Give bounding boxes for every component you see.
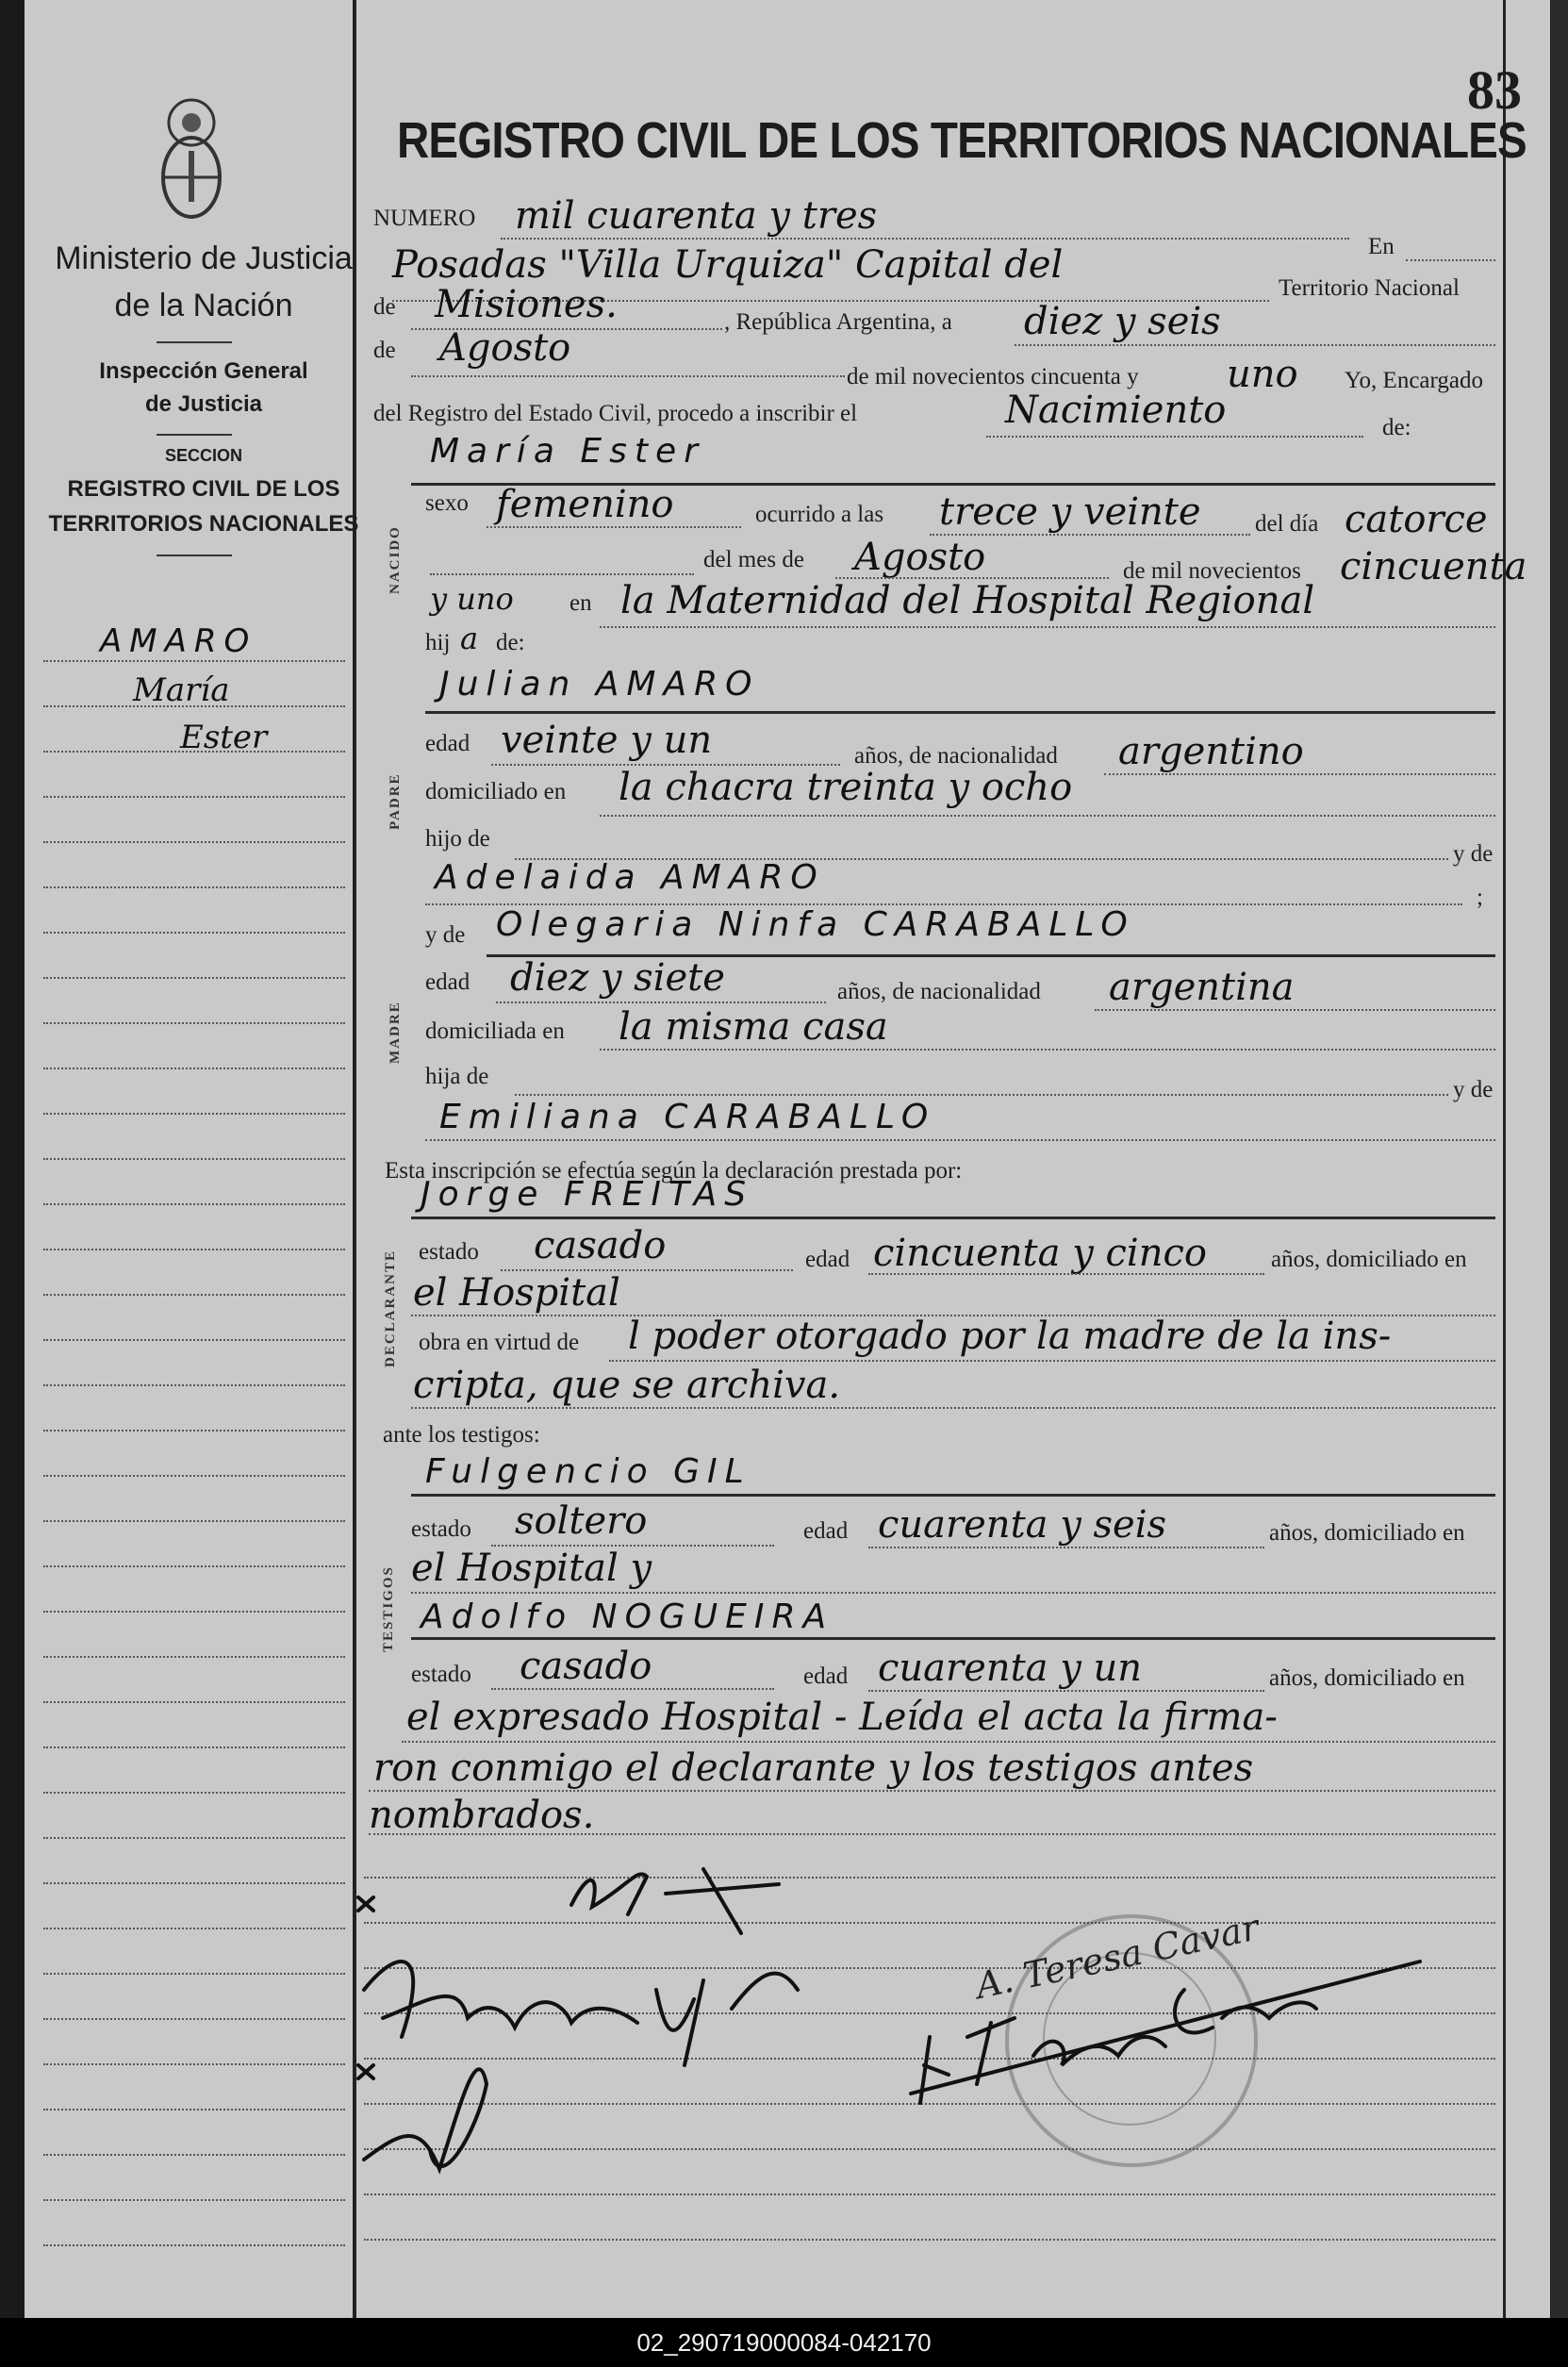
margin-ruled-line: [43, 796, 345, 798]
margin-ruled-line: [43, 886, 345, 888]
field-padre-edad: veinte y un: [501, 719, 713, 762]
field-declarante-domicilio: el Hospital: [413, 1271, 620, 1315]
line-madre-domicilio: [600, 1049, 1495, 1051]
field-padre-domicilio: la chacra treinta y ocho: [619, 766, 1073, 809]
line-sexo: [487, 526, 741, 528]
margin-ruled-line: [43, 1611, 345, 1613]
margin-ruled-line: [43, 1475, 345, 1477]
margin-ruled-line: [43, 1384, 345, 1386]
field-testigo1-edad: cuarenta y seis: [878, 1503, 1167, 1547]
label-domiciliado-en: domiciliado en: [425, 779, 567, 804]
label-del-mes: del mes de: [703, 547, 804, 572]
line-poder-1: [609, 1360, 1495, 1362]
line-dia-registro: [1015, 344, 1495, 346]
field-dia-nac: catorce: [1345, 498, 1488, 541]
field-testigo2: Adolfo NOGUEIRA: [421, 1597, 834, 1636]
field-testigo2-edad: cuarenta y un: [878, 1647, 1143, 1690]
margin-ruled-line: [43, 1430, 345, 1432]
line-padre-nac: [1104, 773, 1495, 775]
section-line-2: TERRITORIOS NACIONALES: [48, 511, 359, 537]
field-mes-registro: Agosto: [439, 326, 571, 370]
field-declarante: Jorge FREITAS: [421, 1175, 754, 1214]
label-de: de: [373, 294, 396, 320]
label-territorio: Territorio Nacional: [1279, 275, 1460, 301]
margin-ruled-line: [43, 1520, 345, 1522]
line-del-mes-pre: [430, 573, 694, 575]
label-y-de3: y de: [1453, 1077, 1494, 1102]
margin-ruled-line: [43, 1339, 345, 1341]
field-testigo1-domicilio: el Hospital y: [411, 1547, 652, 1590]
line-madre-edad: [496, 1001, 826, 1003]
margin-ruled-line: [43, 1656, 345, 1658]
line-testigo2-edad: [868, 1690, 1264, 1692]
label-estado-testigo1: estado: [411, 1516, 471, 1542]
document-id: 02_290719000084-042170: [0, 2318, 1568, 2367]
section-padre: PADRE: [388, 772, 403, 830]
label-hij: hij: [425, 630, 451, 655]
line-lugar-nac: [600, 626, 1495, 628]
label-edad-declarante: edad: [805, 1247, 850, 1272]
margin-ruled-line: [43, 1158, 345, 1160]
field-numero: mil cuarenta y tres: [515, 194, 878, 238]
margin-ruled-line: [43, 1701, 345, 1703]
label-estado-testigo2: estado: [411, 1662, 471, 1687]
field-abuela-paterna: Adelaida AMARO: [435, 858, 825, 897]
field-cierre-3: nombrados.: [369, 1794, 595, 1837]
label-y-de2: y de: [425, 922, 466, 948]
line-mes-registro: [411, 375, 845, 377]
field-madre-nombre: Olegaria Ninfa CARABALLO: [496, 905, 1135, 944]
line-en: [1406, 259, 1495, 261]
margin-ruled-line: [43, 2109, 345, 2110]
section-divider: [157, 555, 232, 556]
label-republica: , República Argentina, a: [724, 309, 952, 335]
label-ocurrido: ocurrido a las: [755, 502, 884, 527]
label-estado-declarante: estado: [419, 1239, 479, 1265]
margin-ruled-line: [43, 2154, 345, 2156]
label-de-mil-nov: de mil novecientos: [1123, 558, 1301, 584]
margin-ruled-line: [43, 660, 345, 662]
page-number: 83: [1467, 59, 1522, 121]
ministry-divider: [157, 341, 232, 343]
field-hora: trece y veinte: [939, 490, 1201, 534]
margin-ruled-line: [43, 1068, 345, 1069]
label-anos-dom-testigo2: años, domiciliado en: [1269, 1665, 1465, 1691]
label-anos-nac-padre: años, de nacionalidad: [854, 743, 1058, 769]
label-de-colon: de:: [1382, 415, 1411, 440]
line-testigo1-edad: [868, 1547, 1264, 1548]
label-hij-de: de:: [496, 630, 525, 655]
section-label: SECCION: [164, 446, 242, 465]
label-y-de: y de: [1453, 841, 1494, 867]
field-cierre-2: ron conmigo el declarante y los testigos antes: [373, 1746, 1254, 1790]
label-anos-dom-declarante: años, domiciliado en: [1271, 1247, 1467, 1272]
label-edad-testigo1: edad: [803, 1518, 849, 1544]
margin-middlename: Ester: [180, 719, 268, 756]
label-yo-encargado: Yo, Encargado: [1345, 368, 1483, 393]
line-padre-domicilio: [600, 815, 1495, 817]
margin-ruled-line: [43, 2244, 345, 2246]
label-edad-padre: edad: [425, 731, 470, 756]
margin-ruled-line: [43, 1022, 345, 1024]
label-mil-nov-cincuenta: de mil novecientos cincuenta y: [847, 364, 1139, 389]
label-anos-nac-madre: años, de nacionalidad: [837, 979, 1041, 1004]
line-numero: [501, 238, 1349, 240]
margin-ruled-line: [43, 841, 345, 843]
field-madre-domicilio: la misma casa: [619, 1005, 888, 1049]
margin-ruled-line: [43, 2199, 345, 2201]
register-page: [25, 0, 1550, 2318]
label-del-registro: del Registro del Estado Civil, procedo a inscribir el: [373, 401, 858, 426]
section-madre: MADRE: [388, 1001, 403, 1064]
margin-ruled-line: [43, 1792, 345, 1794]
line-cierre-3: [369, 1833, 1495, 1835]
label-hija-de: hija de: [425, 1064, 489, 1089]
field-hij-suffix: a: [460, 621, 479, 656]
coat-of-arms-icon: [147, 94, 237, 226]
ministry-name-1: Ministerio de Justicia: [55, 240, 353, 276]
margin-ruled-line: [43, 1746, 345, 1748]
field-anio-registro: uno: [1227, 353, 1298, 396]
document-title: REGISTRO CIVIL DE LOS TERRITORIOS NACIONALES: [397, 112, 1527, 169]
field-poder-1: l poder otorgado por la madre de la ins-: [628, 1315, 1392, 1358]
label-obra: obra en virtud de: [419, 1330, 580, 1355]
field-lugar: Posadas "Villa Urquiza" Capital del: [392, 243, 1064, 287]
margin-ruled-line: [43, 2018, 345, 2020]
margin-ruled-line: [43, 1249, 345, 1250]
registrar-signature-text: A. Teresa Cavar: [972, 1906, 1263, 2008]
line-hija-de: [515, 1094, 1448, 1096]
inspection-line-2: de Justicia: [144, 391, 263, 417]
field-nombre: María Ester: [430, 432, 705, 471]
label-inscripcion: Esta inscripción se efectúa según la declaración prestada por:: [385, 1158, 963, 1184]
field-testigo2-estado: casado: [520, 1645, 652, 1688]
rule-testigo1: [411, 1494, 1495, 1497]
page-edge: [1551, 0, 1568, 2318]
field-declarante-edad: cincuenta y cinco: [873, 1232, 1207, 1275]
field-poder-2: cripta, que se archiva.: [413, 1364, 841, 1407]
line-tipo-acta: [986, 436, 1363, 438]
rule-padre: [425, 711, 1495, 714]
section-line-1: REGISTRO CIVIL DE LOS: [67, 476, 340, 502]
margin-ruled-line: [43, 1203, 345, 1205]
label-domiciliada-en: domiciliada en: [425, 1018, 565, 1044]
field-madre-edad: diez y siete: [510, 956, 725, 1000]
line-cierre-2: [369, 1790, 1495, 1792]
line-abuela-materna: [425, 1139, 1495, 1141]
rule-declarante: [411, 1217, 1495, 1219]
field-lugar-nac: la Maternidad del Hospital Regional: [620, 579, 1315, 622]
field-padre-nacionalidad: argentino: [1118, 730, 1304, 773]
field-cierre-1: el expresado Hospital - Leída el acta la firma-: [406, 1696, 1278, 1739]
label-anos-dom-testigo1: años, domiciliado en: [1269, 1520, 1465, 1546]
margin-ruled-line: [43, 1928, 345, 1929]
line-madre-nac: [1095, 1009, 1495, 1011]
line-testigo1-domicilio: [411, 1592, 1495, 1594]
field-anio-nac-a: cincuenta: [1340, 545, 1527, 588]
margin-ruled-line: [43, 1882, 345, 1884]
label-edad-madre: edad: [425, 969, 470, 995]
field-testigo1-estado: soltero: [515, 1499, 648, 1543]
margin-ruled-line: [43, 932, 345, 934]
margin-ruled-line: [43, 2063, 345, 2065]
section-testigos: TESTIGOS: [381, 1565, 396, 1652]
field-sexo: femenino: [496, 483, 674, 526]
field-abuela-materna: Emiliana CARABALLO: [439, 1098, 936, 1136]
margin-firstname: María: [133, 671, 230, 709]
margin-ruled-line: [43, 1294, 345, 1296]
section-nacido: NACIDO: [388, 525, 403, 594]
ministry-name-2: de la Nación: [114, 288, 293, 323]
label-edad-testigo2: edad: [803, 1664, 849, 1689]
field-testigo1: Fulgencio GIL: [425, 1452, 751, 1491]
label-ante-testigos: ante los testigos:: [383, 1422, 540, 1448]
field-tipo-acta: Nacimiento: [1005, 389, 1227, 432]
line-declarante-edad: [868, 1273, 1264, 1275]
inspection-line-1: Inspección General: [99, 358, 308, 384]
section-declarante: DECLARANTE: [383, 1249, 398, 1367]
label-semicolon: ;: [1477, 885, 1483, 910]
label-en: En: [1368, 234, 1395, 259]
field-territorio: Misiones.: [435, 283, 618, 326]
rule-testigo2: [411, 1637, 1495, 1640]
label-sexo: sexo: [425, 490, 469, 516]
line-testigo2-estado: [491, 1688, 774, 1690]
label-de2: de: [373, 338, 396, 363]
line-poder-2: [411, 1407, 1495, 1409]
label-del-dia: del día: [1255, 511, 1319, 537]
field-dia-registro: diez y seis: [1024, 300, 1221, 343]
field-padre-nombre: Julian AMARO: [439, 665, 760, 703]
label-en2: en: [569, 590, 592, 616]
margin-ruled-line: [43, 1973, 345, 1975]
inspection-divider: [157, 434, 232, 436]
margin-ruled-line: [43, 1113, 345, 1115]
field-mes-nac: Agosto: [854, 536, 986, 579]
field-declarante-estado: casado: [534, 1224, 667, 1267]
line-cierre-1: [402, 1741, 1495, 1743]
margin-ruled-line: [43, 1837, 345, 1839]
field-anio-nac-b: y uno: [430, 581, 514, 617]
margin-ruled-line: [43, 977, 345, 979]
label-numero: NUMERO: [373, 206, 476, 231]
field-madre-nacionalidad: argentina: [1109, 966, 1295, 1009]
margin-surname: AMARO: [100, 622, 257, 660]
margin-ruled-line: [43, 1565, 345, 1567]
label-hijo-de: hijo de: [425, 826, 490, 852]
